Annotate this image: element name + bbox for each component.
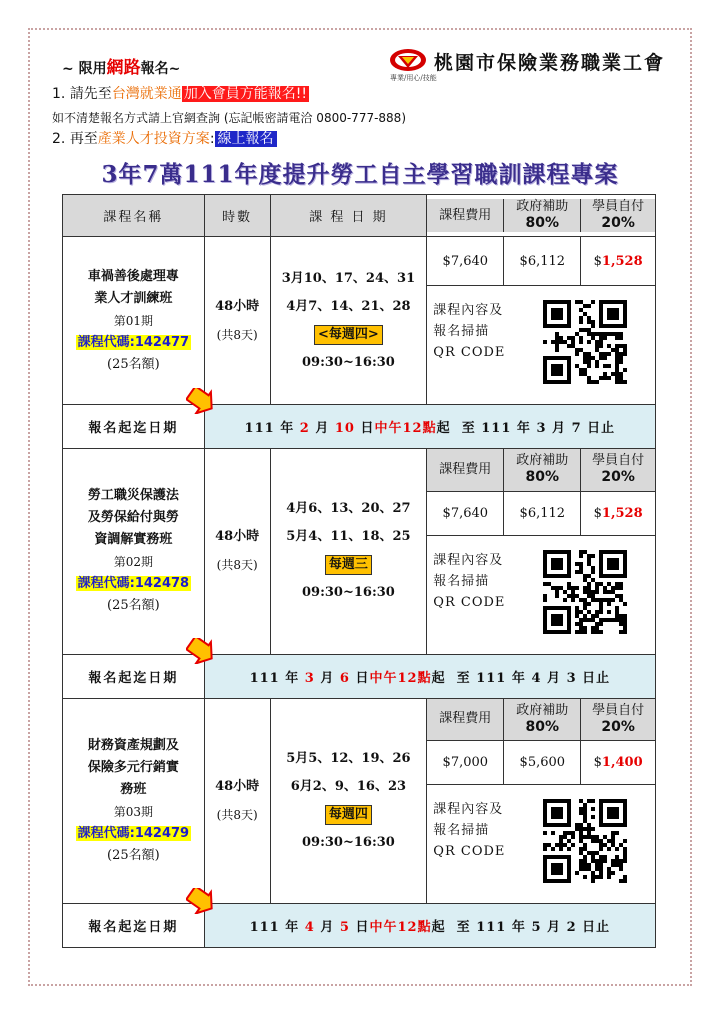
reg-word: 年 [285,670,300,686]
header-self [581,699,655,741]
reg-word: 止 [596,670,611,686]
course-hours-cell [204,698,270,904]
course-gov-subsidy: $6,112 [504,237,581,285]
course-name-cell [63,237,205,405]
qr-caption-line: QR CODE [433,594,506,610]
course-fee-cell [427,449,656,655]
self-pay-symbol: $ [593,505,602,521]
course-days: (共8天) [216,327,258,342]
reg-word: 月 [547,670,562,686]
arrow-icon [186,638,216,664]
header-fee-label: 課程費用 [439,711,492,727]
header-course-name: 課程名稱 [63,195,205,237]
header-fee [427,199,504,232]
reg-day: 7 [571,421,582,436]
course-date-line: 5月4、11、18、25 [286,529,411,545]
course-hours: 48小時 [215,778,260,794]
course-row [63,237,656,405]
registration-label: 報名起迄日期 [63,654,205,698]
qr-caption-line: QR CODE [433,844,506,859]
course-quota: (25名額) [107,356,160,372]
reg-word: 月 [547,920,562,935]
course-date-line: 4月7、14、21、28 [286,298,411,314]
reg-word: 日 [587,421,602,436]
header-self [581,449,655,491]
online-register-link[interactable]: 線上報名 [215,131,277,147]
qr-caption-line: 報名掃描 [433,573,490,589]
reg-month: 4 [531,670,542,686]
header-gov [504,449,581,491]
reg-word: 月 [552,421,567,436]
step-2-text: 再至 [69,131,98,147]
course-quota: (25名額) [107,847,160,863]
online-only-notice [62,60,180,77]
taiwan-jobs-link[interactable]: 台灣就業通 [111,86,182,102]
step-2-number: 2. [52,131,66,147]
header-fee [427,449,504,491]
course-name-line: 車禍善後處理專 [87,268,179,284]
course-name-line: 務班 [120,781,147,797]
registration-range [204,654,655,698]
arrow-icon [186,388,216,414]
course-fee: $7,640 [427,237,504,285]
course-name-line: 資調解實務班 [94,532,173,548]
reg-word: 日 [582,670,597,686]
reg-word: 日 [582,920,597,935]
header-gov-label: 政府補助 [516,453,569,469]
reg-word: 日 [360,421,375,436]
qr-caption-line: 課程內容及 [433,552,504,568]
self-pay-symbol: $ [593,253,602,269]
course-gov-subsidy: $6,112 [504,491,581,535]
header-dates: 課 程 日 期 [270,195,427,237]
reg-month: 3 [536,421,547,436]
course-table [62,194,656,948]
course-time: 09:30~16:30 [301,585,395,601]
header-fee-group [427,195,656,237]
reg-word: 起 [436,421,451,436]
course-hours: 48小時 [215,298,260,314]
course-days: (共8天) [216,558,258,573]
course-fee-cell [427,237,656,405]
course-weekday-badge: 每週四 [325,805,372,825]
reg-day: 2 [566,920,577,935]
reg-year: 111 [249,920,280,935]
reg-year: 111 [244,421,275,436]
qr-code-icon[interactable] [543,550,627,634]
reg-month: 5 [531,920,542,935]
page-title: 3年7萬111年度提升勞工自主學習職訓課程專案 [101,161,619,188]
header-gov-pct: 80% [525,718,560,735]
registration-label: 報名起迄日期 [63,405,205,449]
course-date-line: 4月6、13、20、27 [286,501,411,517]
qr-caption-line: 報名掃描 [433,823,490,838]
reg-year: 111 [476,920,507,935]
qr-code-icon[interactable] [543,799,627,883]
header-self-pct: 20% [601,215,635,231]
course-weekday-badge: <每週四> [314,325,383,345]
course-row [63,698,656,904]
header-hours: 時數 [204,195,270,237]
reg-word: 年 [285,920,300,935]
reg-day: 5 [339,920,350,935]
notice-prefix: ~ 限用 [62,61,107,77]
qr-caption [433,799,505,862]
industry-talent-link[interactable]: 產業人才投資方案 [97,131,210,147]
self-pay-amount: 1,528 [601,253,643,269]
reg-day: 6 [339,670,350,686]
header-gov [504,699,581,741]
reg-word: 止 [596,920,611,935]
course-code: 課程代碼:142478 [77,576,190,592]
notice-suffix: 報名~ [140,61,181,77]
header-fee-label: 課程費用 [439,207,492,223]
course-name-line: 業人才訓練班 [94,290,173,306]
self-pay-amount: 1,400 [601,755,643,770]
registration-row [63,904,656,948]
union-emblem-icon [388,46,428,74]
qr-cell [427,535,655,654]
qr-caption-line: QR CODE [433,344,506,360]
header-self-pct: 20% [601,718,635,735]
registration-row [63,654,656,698]
header-self-label: 學員自付 [592,199,645,214]
course-code: 課程代碼:142477 [77,334,190,350]
step-2-colon: : [209,131,215,147]
reg-word: 月 [320,920,335,935]
course-days: (共8天) [216,807,258,822]
step-1-text: 請先至 [69,86,112,102]
reg-noon: 中午12點 [374,421,437,436]
course-dates-cell [270,698,427,904]
header-self-label: 學員自付 [592,453,645,469]
notice-emphasis: 網路 [106,58,141,78]
course-period: 第03期 [113,804,153,819]
reg-word: 起 [431,670,446,686]
course-self-pay [581,491,655,535]
registration-row [63,405,656,449]
reg-month: 4 [304,920,315,935]
step-2-line [52,131,277,147]
reg-word: 年 [516,421,531,436]
union-tagline: 專業/用心/技能 [390,74,437,82]
header-gov-pct: 80% [525,215,560,231]
course-name-line: 及勞保給付與勞 [87,510,179,526]
registration-label: 報名起迄日期 [63,904,205,948]
reg-word: 至 [456,670,471,686]
reg-word: 月 [315,421,330,436]
reg-word: 至 [456,920,471,935]
header-fee-label: 課程費用 [439,461,492,477]
course-gov-subsidy: $5,600 [504,741,581,785]
reg-word: 至 [461,421,476,436]
reg-day: 10 [334,421,355,436]
reg-word: 日 [355,670,370,686]
qr-caption-line: 課程內容及 [433,302,504,318]
qr-caption [433,550,505,613]
course-period: 第02期 [113,555,153,570]
course-hours-cell [204,237,270,405]
reg-noon: 中午12點 [369,670,432,686]
qr-cell [427,285,655,404]
qr-cell [427,785,655,904]
course-fee: $7,000 [427,741,504,785]
reg-day: 3 [566,670,577,686]
reg-word: 年 [511,920,526,935]
union-logo [388,46,678,82]
course-name-cell [63,698,205,904]
header-gov-pct: 80% [525,469,560,486]
help-line: 如不清楚報名方式請上官網查詢 (忘記帳密請電洽 0800-777-888) [52,111,407,125]
course-name-cell [63,449,205,655]
course-dates-cell [270,449,427,655]
header-gov [504,199,581,232]
reg-year: 111 [249,670,280,686]
step-1-line [52,86,309,102]
course-hours-cell [204,449,270,655]
course-self-pay [581,237,655,285]
course-self-pay [581,741,655,785]
reg-word: 起 [431,920,446,935]
header-self [581,199,655,232]
reg-word: 年 [280,421,295,436]
course-fee-cell [427,698,656,904]
course-row [63,449,656,655]
reg-year: 111 [481,421,512,436]
header-self-label: 學員自付 [592,702,645,718]
qr-caption [433,300,505,363]
reg-word: 年 [511,670,526,686]
course-time: 09:30~16:30 [301,354,395,370]
join-member-notice: 加入會員方能報名!! [183,86,308,102]
course-quota: (25名額) [107,598,160,614]
course-period: 第01期 [113,313,153,328]
header-gov-label: 政府補助 [516,702,569,718]
course-date-line: 3月10、17、24、31 [281,270,416,286]
course-date-line: 5月5、12、19、26 [286,750,411,766]
course-time: 09:30~16:30 [301,834,395,850]
course-code: 課程代碼:142479 [77,825,190,841]
qr-code-icon[interactable] [543,300,627,384]
course-fee: $7,640 [427,491,504,535]
qr-caption-line: 課程內容及 [433,802,504,817]
registration-range [204,405,655,449]
self-pay-amount: 1,528 [601,505,643,521]
reg-word: 止 [601,421,616,436]
reg-month: 2 [299,421,310,436]
course-date-line: 6月2、9、16、23 [290,778,407,794]
arrow-icon [186,888,216,914]
reg-word: 月 [320,670,335,686]
qr-caption-line: 報名掃描 [433,323,490,339]
union-name: 桃園市保險業務職業工會 [434,52,666,74]
course-hours: 48小時 [215,529,260,545]
registration-range [204,904,655,948]
reg-noon: 中午12點 [369,920,432,935]
table-header-row [63,195,656,237]
reg-word: 日 [355,920,370,935]
course-name-line: 保險多元行銷實 [87,759,179,775]
step-1-number: 1. [52,86,66,102]
course-weekday-badge: 每週三 [325,555,372,575]
header-gov-label: 政府補助 [516,199,569,214]
self-pay-symbol: $ [593,755,602,770]
course-dates-cell [270,237,427,405]
reg-year: 111 [476,670,507,686]
header-self-pct: 20% [601,469,635,486]
header-fee [427,699,504,741]
course-name-line: 勞工職災保護法 [87,488,179,504]
course-name-line: 財務資產規劃及 [87,737,179,753]
reg-month: 3 [304,670,315,686]
